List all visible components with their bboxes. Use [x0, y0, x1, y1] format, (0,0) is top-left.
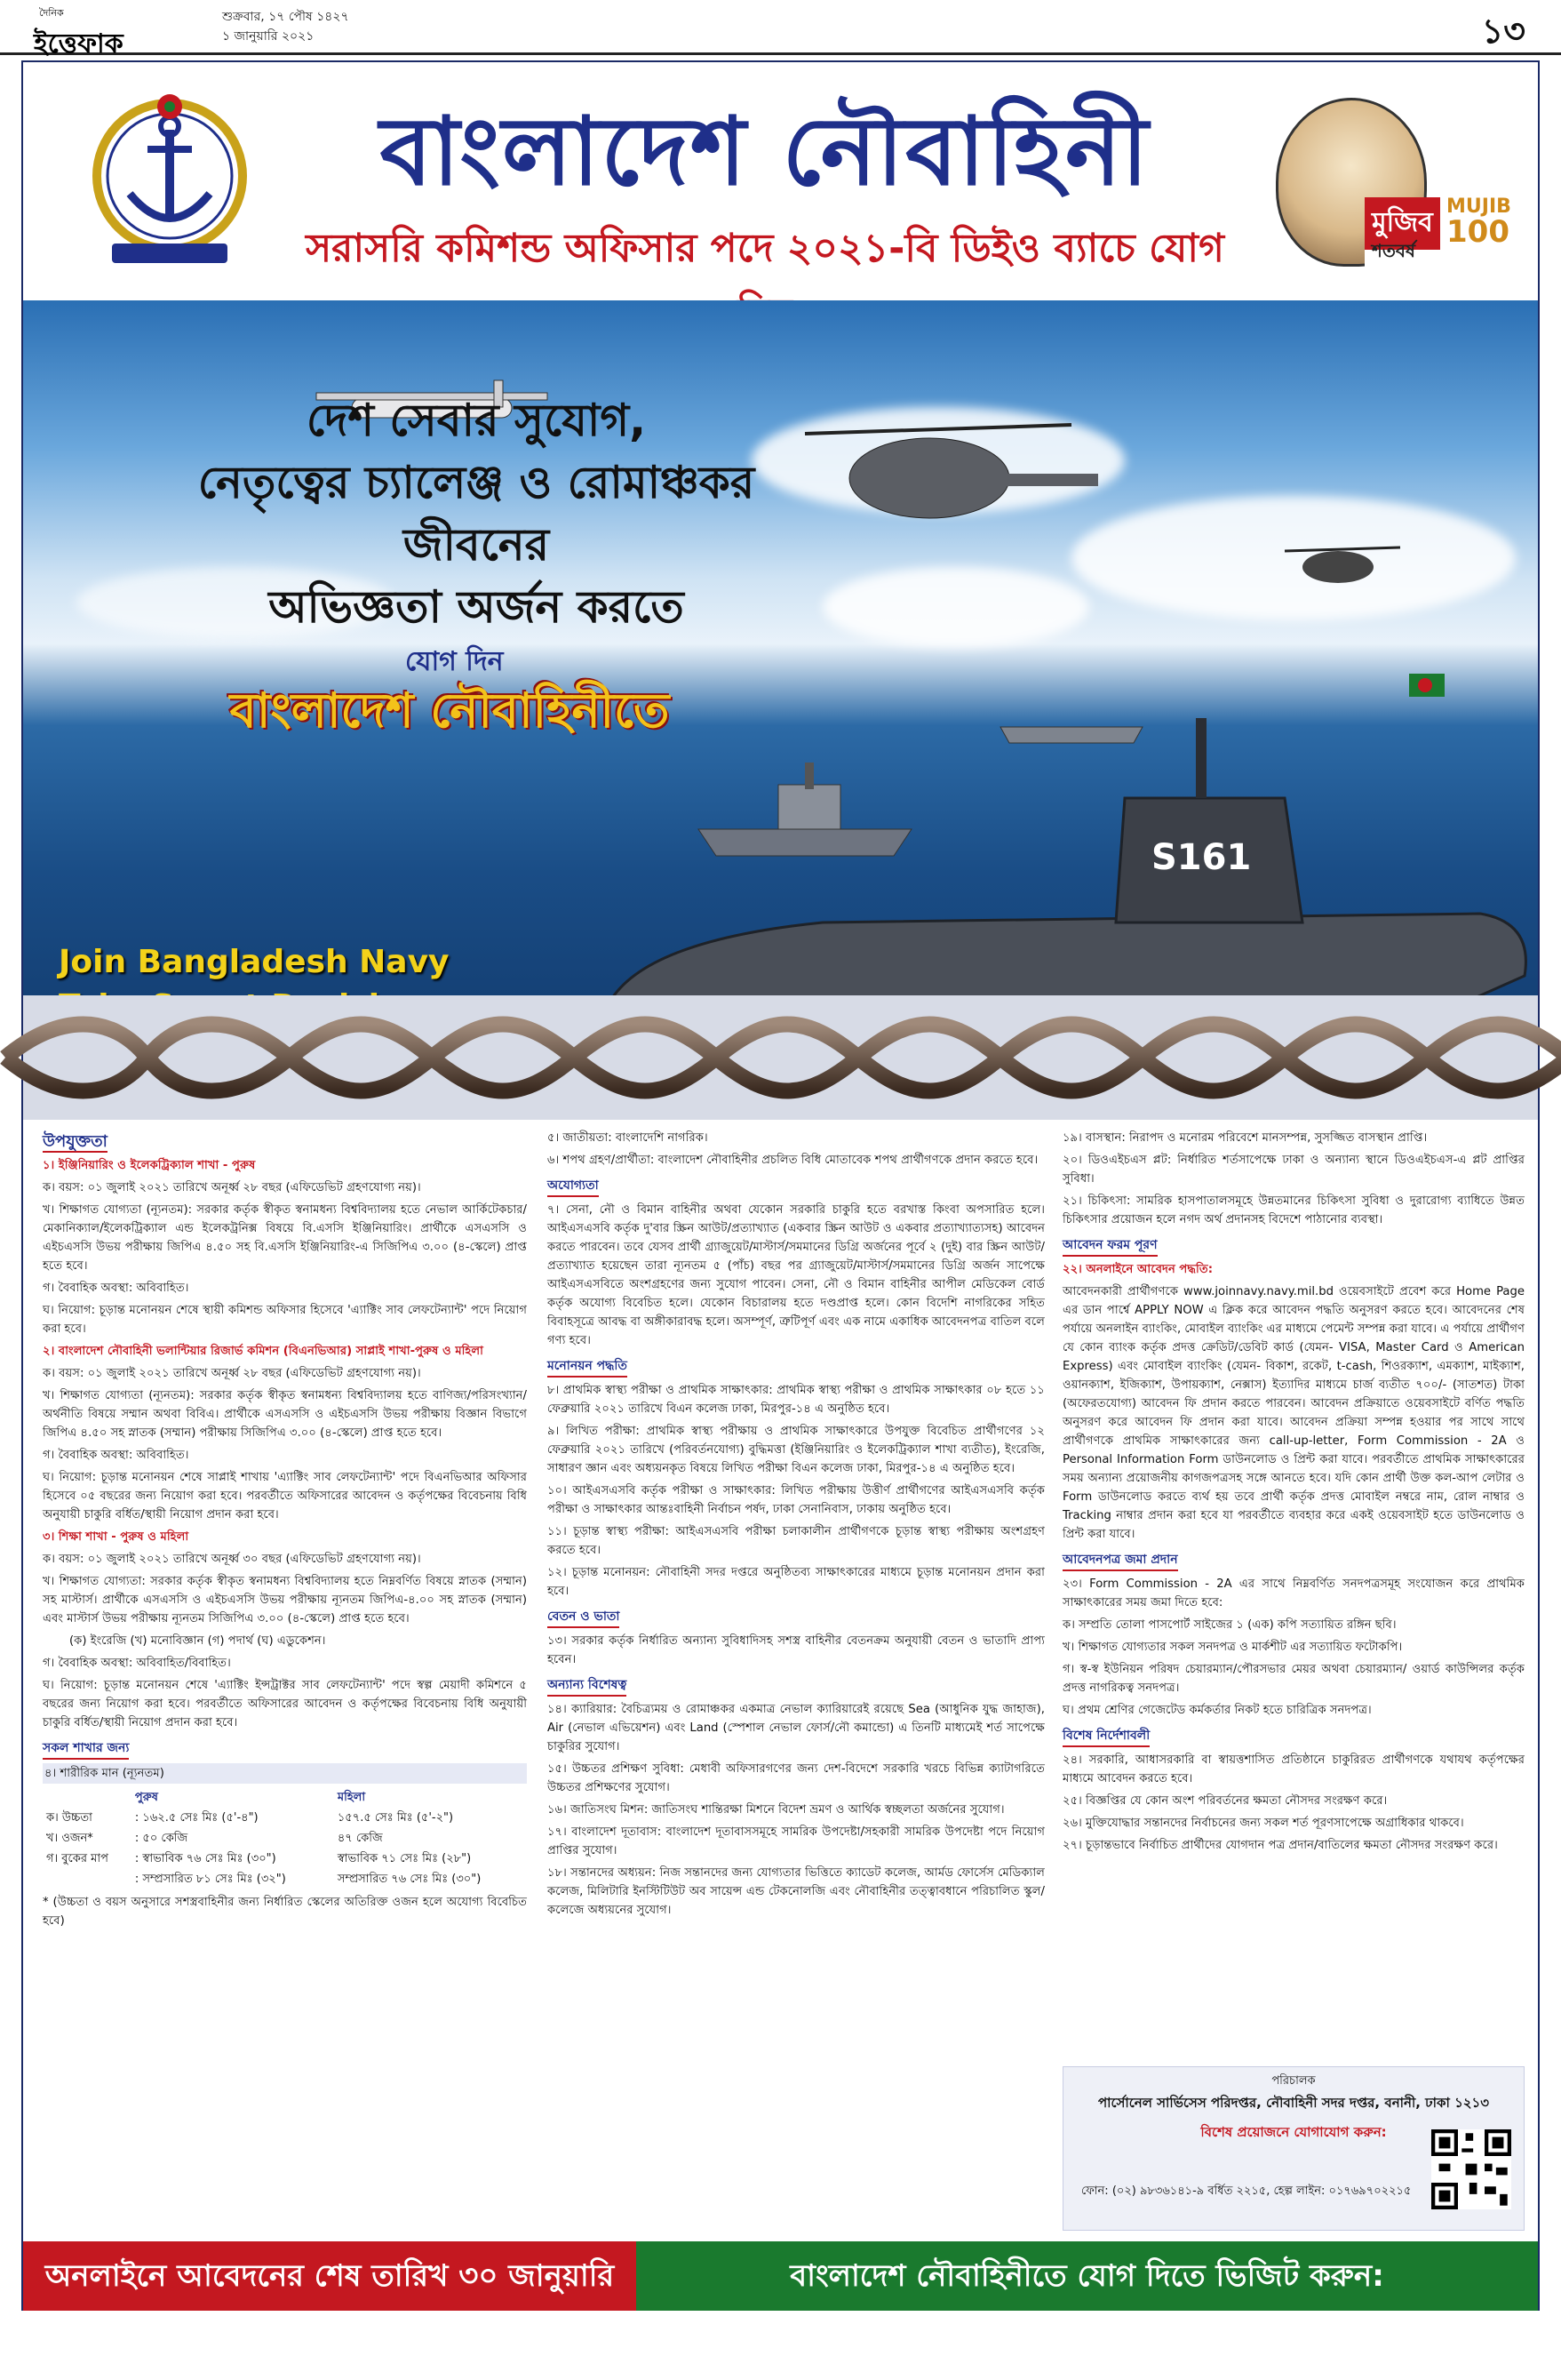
table-cell: : সম্প্রসারিত ৮১ সেঃ মিঃ (৩২")	[134, 1873, 286, 1886]
slogan-line-1: দেশ সেবার সুযোগ,	[306, 395, 647, 446]
table-cell: খ। ওজন*	[46, 1832, 93, 1845]
table-cell: : ১৬২.৫ সেঃ মিঃ (৫'-৪")	[134, 1811, 259, 1825]
section-special-instructions: বিশেষ নির্দেশাবলী	[1063, 1727, 1150, 1747]
director-title: পরিচালক	[1271, 2074, 1316, 2088]
text-paragraph: খ। শিক্ষাগত যোগ্যতার সকল সনদপত্র ও মার্কশীট এর সত্যায়িত ফটোকপি।	[1063, 1641, 1403, 1654]
text-paragraph: গ। স্ব-স্ব ইউনিয়ন পরিষদ চেয়ারম্যান/পৌরসভার মেয়র অথবা চেয়ারম্যান/ ওয়ার্ড কাউন্সিলর কর্তৃক প্রদত্ত নাগরিকত্ব সনদপত্র।	[1063, 1663, 1525, 1695]
newspaper-masthead	[0, 0, 1561, 60]
mujib-100-logo	[1365, 196, 1511, 268]
ship-icon	[1000, 727, 1143, 743]
text-paragraph: ৬। শপথ গ্রহণ/প্রার্থীতা: বাংলাদেশ নৌবাহিনীর প্রচলিত বিধি মোতাবেক শপথ প্রার্থীগণকে প্রদান করতে হবে।	[547, 1154, 1039, 1167]
newspaper-name: ইত্তেফাক	[34, 28, 123, 60]
table-cell: ১৫৭.৫ সেঃ মিঃ (৫'-২")	[337, 1811, 454, 1825]
text-paragraph: ৫। জাতীয়তা: বাংলাদেশি নাগরিক।	[547, 1131, 708, 1145]
navy-recruitment-ad	[21, 60, 1540, 2363]
issue-date-bn: শুক্রবার, ১৭ পৌষ ১৪২৭	[222, 10, 349, 24]
online-apply-heading: ২২। অনলাইনে আবেদন পদ্ধতি:	[1063, 1263, 1213, 1276]
qr-code-icon[interactable]	[1431, 2129, 1511, 2209]
navy-emblem-icon	[76, 87, 263, 274]
slogan-line-3: অভিজ্ঞতা অর্জন করতে	[268, 581, 684, 633]
ad-title: বাংলাদেশ নৌবাহিনী	[379, 95, 1151, 206]
table-cell: : স্বাভাবিক ৭৬ সেঃ মিঃ (৩০")	[134, 1852, 276, 1865]
contact-phone: ফোন: (০২) ৯৮৩৬১৪১-৯ বর্ধিত ২২১৫, হেল্প লাইন: ০১৭৬৯৭০২২১৫	[1081, 2184, 1412, 2198]
table-cell: ক। উচ্চতা	[46, 1811, 92, 1825]
table-cell: সম্প্রসারিত ৭৬ সেঃ মিঃ (৩০")	[337, 1873, 482, 1886]
text-paragraph: ১২। চূড়ান্ত মনোনয়ন: নৌবাহিনী সদর দপ্তরে অনুষ্ঠিতব্য সাক্ষাৎকারের মাধ্যমে চূড়ান্ত মনোনয়ন প্রদান করা হবে।	[547, 1566, 1045, 1598]
branch-engineering: ১। ইঞ্জিনিয়ারিং ও ইলেকট্রিক্যাল শাখা - পুরুষ	[43, 1159, 256, 1172]
text-paragraph: খ। শিক্ষাগত যোগ্যতা: সরকার কর্তৃক স্বীকৃত স্বনামধন্য বিশ্ববিদ্যালয় হতে নিম্নবর্ণিত বিষয়ে স্নাতক (সম্মান) সহ মাস্টার্স। প্রার্থীকে এসএসসি ও এইচএসসি উভয় পরীক্ষায় ন্যূনতম জিপিএ-৪.০০ সহ স্নাতক (সম্মান) এবং মাস্টার্স উভয় পরীক্ষায় ন্যূনতম সিজিপিএ ৩.০০ (৪-স্কেলে) প্রাপ্ত হতে হবে।	[43, 1575, 527, 1625]
text-paragraph: ২০। ডিওএইচএস প্লট: নির্ধারিত শর্তসাপেক্ষে ঢাকা ও অন্যান্য স্থানে ডিওএইচএস-এ প্লট প্রাপ্তির সুবিধা।	[1063, 1154, 1525, 1186]
newspaper-prefix: দৈনিক	[39, 7, 64, 19]
table-row	[43, 1828, 527, 1849]
table-cell: গ। বুকের মাপ	[46, 1852, 108, 1865]
helicopter-icon	[805, 425, 1098, 518]
text-paragraph: ২৩। Form Commission - 2A এর সাথে নিম্নবর্ণিত সনদপত্রসমূহ সংযোজন করে প্রাথমিক সাক্ষাৎকারের সময় জমা দিতে হবে:	[1063, 1577, 1525, 1609]
helicopter-small-icon	[1285, 547, 1400, 583]
section-submit: আবেদনপত্র জমা প্রদান	[1063, 1551, 1178, 1571]
text-paragraph: ১০। আইএসএসবি কর্তৃক পরীক্ষা ও সাক্ষাৎকার: লিখিত পরীক্ষায় উত্তীর্ণ প্রার্থীগণের আইএসএসবি কর্তৃক পরীক্ষা ও সাক্ষাৎকার আন্তঃবাহিনী নির্বাচন পর্ষদ, ঢাকা সেনানিবাস, ঢাকায় অনুষ্ঠিত হবে।	[547, 1484, 1045, 1516]
text-paragraph: ৮। প্রাথমিক স্বাস্থ্য পরীক্ষা ও প্রাথমিক সাক্ষাৎকার: প্রাথমিক স্বাস্থ্য পরীক্ষা ও প্রাথমিক সাক্ষাৎকার ০৮ হতে ১১ ফেব্রুয়ারি ২০২১ তারিখে বিএন কলেজ ঢাকা, মিরপুর-১৪ এ অনুষ্ঠিত হবে।	[547, 1384, 1045, 1416]
ad-subtitle: সরাসরি কমিশন্ড অফিসার পদে ২০২১-বি ডিইও ব্যাচে যোগ	[306, 226, 1224, 271]
text-paragraph: ক। বয়স: ০১ জুলাই ২০২১ তারিখে অনূর্ধ্ব ২৮ বছর (এফিডেভিট গ্রহণযোগ্য নয়)।	[43, 1181, 421, 1194]
table-header: পুরুষ	[134, 1791, 158, 1804]
director-contact-box	[1063, 2066, 1525, 2231]
text-paragraph: ৭। সেনা, নৌ ও বিমান বাহিনীর অথবা যেকোন সরকারি চাকুরি হতে বরখাস্ত কিংবা অপসারিত হলে। আইএসএসবি কর্তৃক দু'বার স্ক্রিন আউট/প্রত্যাখ্যাত (একবার স্ক্রিন আউট ও একবার প্রত্যাখ্যাত্যসহ) আবেদন করতে পারবেন। তবে যেসব প্রার্থী গ্র্যাজুয়েট/মাস্টার্স/সমমানের ডিগ্রি অর্জনের পূর্বে ২ (দুই) বার স্ক্রিন আউট/প্রত্যাখ্যাত হয়েছেন তারা ন্যূনতম ৫ (পাঁচ) বছর পর গ্র্যাজুয়েট/মাস্টার্স/সমমানের ডিগ্রি অর্জন সাপেক্ষে আইএসএসবিতে অংশগ্রহণের জন্য সুযোগ পাবেন। সেনা, নৌ ও বিমান বাহিনীর আপীল মেডিকেল বোর্ড কর্তৃক অযোগ্য বিবেচিত হলে। যেকোন বিচারালয় হতে দণ্ডপ্রাপ্ত হলে। কোন বিদেশি নাগরিকের সহিত বিবাহসূত্রে আবদ্ধ বা অঙ্গীকারাবদ্ধ হলে। অসম্পূর্ণ, ত্রুটিপূর্ণ এবং এক নামে একাধিক আবেদনপত্র বাতিল বলে গণ্য হবে।	[547, 1203, 1045, 1347]
table-cell	[43, 1869, 131, 1889]
text-paragraph: খ। শিক্ষাগত যোগ্যতা (ন্যূনতম): সরকার কর্তৃক স্বীকৃত স্বনামধন্য বিশ্ববিদ্যালয় হতে বাণিজ্য/পরিসংখ্যান/অর্থনীতি বিষয়ে সম্মান অথবা বিবিএ। প্রার্থীকে এসএসসি ও এইচএসসি উভয় পরীক্ষায় বিজ্ঞান বিভাগে জিপিএ ৪.৫০ সহ স্নাতক (সম্মান) পরীক্ষায় সিজিপিএ ৩.০০ (৪-স্কেলে) প্রাপ্ত হতে হবে।	[43, 1389, 527, 1440]
text-paragraph: আবেদনকারী প্রার্থীগণকে www.joinnavy.navy.mil.bd ওয়েবসাইটে প্রবেশ করে Home Page এর ডান পার্শ্বে APPLY NOW এ ক্লিক করে আবেদন পদ্ধতি অনুসরণ করতে হবে। আবেদনের শেষ পর্যায়ে অনলাইন ব্যাংকিং, মোবাইল ব্যাংকিং এর মাধ্যমে পেমেন্ট সম্পন্ন করা যাবে। এ পর্যায়ে প্রার্থীগণ যে কোন ব্যাংক কর্তৃক প্রদত্ত ক্রেডিট/ডেবিট কার্ড (যেমন- VISA, Master Card ও American Express) এবং মোবাইল ব্যাংকিং (যেমন- বিকাশ, রকেট, t-cash, শিওরক্যাশ, এমক্যাশ, মাইক্যাশ, ওয়ানক্যাশ, ইজিক্যাশ, উপায়ক্যাশ, নেক্সাস) ইত্যাদির মাধ্যমে চার্জ ব্যতীত ৭০০/- (সাতশত) টাকা (অফেরতযোগ্য) আবেদন ফি প্রদান করতে পারবেন। আবেদন প্রক্রিয়াতে ওয়েবসাইটে বর্ণিত পদ্ধতি অনুসরণ করে আবেদন ফি প্রদান করা যাবে। আবেদন প্রক্রিয়া সম্পন্ন হওয়ার পর সাথে সাথে প্রার্থীগণকে প্রাথমিক সাক্ষাৎকারের জন্য call-up-letter, Form Commission - 2A ও Personal Information Form ডাউনলোড ও প্রিন্ট করা যাবে। পরবর্তীতে প্রাথমিক সাক্ষাৎকারের সময় অন্যান্য প্রয়োজনীয় কাগজপত্রসহ সঙ্গে আনতে হবে। যদি কোন প্রার্থী উক্ত কল-আপ লেটার ও Form ডাউনলোড করতে ব্যর্থ হয় তবে প্রার্থী কর্তৃক প্রদত্ত মোবাইল নম্বরে নাম, রোল নাম্বার ও Tracking নাম্বার প্রদান করা হবে যা পরবর্তীতে ব্যবহার করে একই ওয়েবসাইট হতে ডাউনলোড ও প্রিন্ট করা যাবে।	[1063, 1285, 1525, 1541]
section-other-features: অন্যান্য বিশেষত্ব	[547, 1676, 626, 1697]
physical-standards-table	[43, 1787, 527, 1889]
text-paragraph: গ। বৈবাহিক অবস্থা: অবিবাহিত।	[43, 1282, 189, 1295]
text-paragraph: ১৯। বাসস্থান: নিরাপদ ও মনোরম পরিবেশে মানসম্পন্ন, সুসজ্জিত বাসস্থান প্রাপ্তি।	[1063, 1131, 1428, 1145]
issue-date-en: ১ জানুয়ারি ২০২১	[222, 29, 315, 44]
hero-slogan	[130, 389, 823, 638]
text-paragraph: ২৪। সরকারি, আধাসরকারি বা স্বায়ত্তশাসিত প্রতিষ্ঠানে চাকুরিরত প্রার্থীগণকে যথাযথ কর্তৃপক্ষের মাধ্যমে আবেদন করতে হবে।	[1063, 1753, 1525, 1785]
text-paragraph: ঘ। নিয়োগ: চূড়ান্ত মনোনয়ন শেষে স্থায়ী কমিশন্ড অফিসার হিসেবে 'এ্যাক্টিং সাব লেফটেন্যান্ট' পদে নিয়োগ করা হবে।	[43, 1304, 527, 1336]
column-3	[1063, 1129, 1525, 1858]
text-paragraph: (ক) ইংরেজি (খ) মনোবিজ্ঞান (গ) পদার্থ (ঘ) এডুকেশন।	[69, 1634, 326, 1648]
submarine-number: S161	[1151, 837, 1252, 878]
text-paragraph: ১৫। উচ্চতর প্রশিক্ষণ সুবিধা: মেধাবী অফিসারগণের জন্য দেশ-বিদেশে সরকারি খরচে বিভিন্ন ক্যাটাগরিতে উচ্চতর প্রশিক্ষণের সুযোগ।	[547, 1762, 1045, 1794]
text-paragraph: ২৬। মুক্তিযোদ্ধার সন্তানদের নির্বাচনের জন্য সকল শর্ত পূরণসাপেক্ষে অগ্রাধিকার থাকবে।	[1063, 1817, 1464, 1830]
text-paragraph: ক। বয়স: ০১ জুলাই ২০২১ তারিখে অনূর্ধ্ব ২৮ বছর (এফিডেভিট গ্রহণযোগ্য নয়)।	[43, 1367, 421, 1380]
text-paragraph: ২৫। বিজ্ঞপ্তির যে কোন অংশ পরিবর্তনের ক্ষমতা নৌসদর সংরক্ষণ করে।	[1063, 1794, 1388, 1808]
page-number: ১৩	[1481, 11, 1525, 51]
text-paragraph: ঘ। নিয়োগ: চূড়ান্ত মনোনয়ন শেষে 'এ্যাক্টিং ইন্সট্রাক্টর সাব লেফটেন্যান্ট' পদে স্বল্প মেয়াদী কমিশনে ৫ বছরের জন্য নিয়োগ করা হবে। পরবর্তীতে অফিসারের আবেদন ও কর্তৃপক্ষের বিবেচনায় বিধি অনুযায়ী চাকুরি বর্ধিত/স্থায়ী নিয়োগ প্রদান করা হবে।	[43, 1679, 527, 1729]
table-cell: স্বাভাবিক ৭১ সেঃ মিঃ (২৮")	[337, 1852, 472, 1865]
text-paragraph: ঘ। প্রথম শ্রেণির গেজেটেড কর্মকর্তার নিকট হতে চারিত্রিক সনদপত্র।	[1063, 1704, 1372, 1717]
text-paragraph: গ। বৈবাহিক অবস্থা: অবিবাহিত।	[43, 1449, 189, 1462]
section-ineligibility: অযোগ্যতা	[547, 1177, 599, 1197]
text-paragraph: ১৪। ক্যারিয়ার: বৈচিত্র্যময় ও রোমাঞ্চকর একমাত্র নেভাল ক্যারিয়ারেই রয়েছে Sea (আধুনিক যুদ্ধ জাহাজ), Air (নেভাল এভিয়েশন) এবং Land (স্পেশাল নেভাল ফোর্স/নৌ কমান্ডো) এ তিনটি মাধ্যমেই শর্ত সাপেক্ষে চাকুরির সুযোগ।	[547, 1703, 1045, 1753]
text-paragraph: ৯। লিখিত পরীক্ষা: প্রাথমিক স্বাস্থ্য পরীক্ষায় ও প্রাথমিক সাক্ষাৎকারে উপযুক্ত বিবেচিত প্রার্থীগণের ১২ ফেব্রুয়ারি ২০২১ তারিখে (পরিবর্তনযোগ্য) বুদ্ধিমত্তা (ইঞ্জিনিয়ারিং ও ইলেকট্রিক্যাল শাখা ব্যতীত), ইংরেজি, সাধারণ জ্ঞান এবং অধ্যয়নকৃত বিষয়ে লিখিত পরীক্ষা বিএন কলেজ ঢাকা, মিরপুর-১৪ এ অনুষ্ঠিত হবে।	[547, 1425, 1045, 1475]
table-row	[43, 1849, 527, 1869]
text-paragraph: ক। বয়স: ০১ জুলাই ২০২১ তারিখে অনূর্ধ্ব ৩০ বছর (এফিডেভিট গ্রহণযোগ্য নয়)।	[43, 1553, 421, 1566]
ad-footer	[23, 2241, 1538, 2363]
column-1	[43, 1129, 527, 1934]
text-paragraph: ক। সম্প্রতি তোলা পাসপোর্ট সাইজের ১ (এক) কপি সত্যায়িত রঙ্গিন ছবি।	[1063, 1618, 1397, 1632]
join-label-small: যোগ দিন	[405, 646, 504, 677]
ad-header	[23, 62, 1538, 300]
director-org: পার্সোনেল সার্ভিসেস পরিদপ্তর, নৌবাহিনী সদর দপ্তর, বনানী, ঢাকা ১২১৩	[1097, 2095, 1490, 2111]
issue-date	[222, 7, 349, 46]
mujib-badge-sub: শতবর্ষ	[1372, 240, 1415, 261]
frigate-icon	[698, 763, 912, 856]
ad-body-text	[23, 1120, 1538, 2241]
text-paragraph: ১৮। সন্তানদের অধ্যয়ন: নিজ সন্তানদের জন্য যোগ্যতার ভিত্তিতে ক্যাডেট কলেজ, আর্মড ফোর্সেস মেডিক্যাল কলেজ, মিলিটারি ইনস্টিটিউট অব সায়েন্স এন্ড টেকনোলজি এবং নৌবাহিনীর তত্ত্বাবধানে পরিচালিত স্কুল/কলেজে অধ্যয়নের সুযোগ।	[547, 1866, 1045, 1917]
contact-label: বিশেষ প্রয়োজনে যোগাযোগ করুন:	[1200, 2124, 1387, 2140]
text-paragraph: ২৭। চূড়ান্তভাবে নির্বাচিত প্রার্থীদের যোগদান পত্র প্রদান/বাতিলের ক্ষমতা নৌসদর সংরক্ষণ করে।	[1063, 1839, 1498, 1852]
english-tagline-1: Join Bangladesh Navy	[59, 944, 450, 980]
text-paragraph: ১৬। জাতিসংঘ মিশন: জাতিসংঘ শান্তিরক্ষা মিশনে বিদেশ ভ্রমণ ও আর্থিক স্বচ্ছলতা অর্জনের সুযোগ।	[547, 1803, 1005, 1817]
website-banner[interactable]: বাংলাদেশ নৌবাহিনীতে যোগ দিতে ভিজিট করুন: www.joinnavy.navy.mil.bd	[636, 2241, 1538, 2311]
deadline-banner: অনলাইনে আবেদনের শেষ তারিখ ৩০ জানুয়ারি ২০২১	[23, 2241, 636, 2311]
table-header	[43, 1787, 131, 1808]
section-selection: মনোনয়ন পদ্ধতি	[547, 1357, 627, 1378]
section-salary: বেতন ও ভাতা	[547, 1608, 619, 1628]
join-label-big: বাংলাদেশ নৌবাহিনীতে	[229, 683, 670, 739]
mujib-centenary-badge	[1258, 98, 1516, 276]
text-paragraph: ঘ। নিয়োগ: চূড়ান্ত মনোনয়ন শেষে সাপ্লাই শাখায় 'এ্যাক্টিং সাব লেফটেন্যান্ট' পদে বিএনভিআর অফিসার হিসেবে ০৫ বছরের জন্য নিয়োগ করা হবে। পরবর্তীতে অফিসারের আবেদন ও কর্তৃপক্ষের বিবেচনায় বিধি অনুযায়ী চাকুরি বর্ধিত/স্থায়ী নিয়োগ প্রদান করা হবে।	[43, 1471, 527, 1521]
anchor-chain-divider	[23, 995, 1538, 1120]
table-header: মহিলা	[337, 1791, 366, 1804]
column-2	[547, 1129, 1045, 1923]
branch-supply: ২। বাংলাদেশ নৌবাহিনী ভলান্টিয়ার রিজার্ভ কমিশন (বিএনভিআর) সাপ্লাই শাখা-পুরুষ ও মহিলা	[43, 1345, 484, 1358]
section-apply: আবেদন ফরম পূরণ	[1063, 1236, 1158, 1257]
table-row	[43, 1808, 527, 1828]
text-paragraph: ১৭। বাংলাদেশ দূতাবাস: বাংলাদেশ দূতাবাসসমূহে সামরিক উপদেষ্টা/সহকারী সামরিক উপদেষ্টা পদে নিয়োগ প্রাপ্তির সুযোগ।	[547, 1825, 1045, 1857]
section-all-branches: সকল শাখার জন্য	[43, 1739, 129, 1760]
text-paragraph: ২১। চিকিৎসা: সামরিক হাসপাতালসমূহে উন্নতমানের চিকিৎসা সুবিধা ও দুরারোগ্য ব্যাধিতে উন্নত চিকিৎসার প্রয়োজন হলে নগদ অর্থ প্রদানসহ বিদেশে পাঠানোর ব্যবস্থা।	[1063, 1194, 1525, 1226]
mujib-badge-en: MUJIB 100	[1446, 196, 1511, 250]
table-cell: ৪৭ কেজি	[337, 1832, 383, 1845]
mujib-badge-bn: মুজিব	[1365, 197, 1440, 250]
newspaper-logo	[34, 5, 123, 68]
physical-standards-heading: ৪। শারীরিক মান (ন্যূনতম)	[43, 1763, 527, 1784]
section-eligibility: উপযুক্ততা	[43, 1132, 108, 1151]
table-cell: : ৫০ কেজি	[134, 1832, 188, 1845]
physical-standards-note: * (উচ্চতা ও বয়স অনুসারে সশস্ত্রবাহিনীর জন্য নির্ধারিত স্কেলের অতিরিক্ত ওজন হলে অযোগ্য বিবেচিত হবে)	[43, 1896, 527, 1928]
text-paragraph: ১৩। সরকার কর্তৃক নির্ধারিত অন্যান্য সুবিধাদিসহ সশস্ত্র বাহিনীর বেতনক্রম অনুযায়ী বেতন ও ভাতাদি প্রাপ্য হবেন।	[547, 1634, 1045, 1666]
text-paragraph: ১১। চূড়ান্ত স্বাস্থ্য পরীক্ষা: আইএসএসবি পরীক্ষা চলাকালীন প্রার্থীগণকে চূড়ান্ত স্বাস্থ্য পরীক্ষায় অংশগ্রহণ করতে হবে।	[547, 1525, 1045, 1557]
text-paragraph: খ। শিক্ষাগত যোগ্যতা (ন্যূনতম): সরকার কর্তৃক স্বীকৃত স্বনামধন্য বিশ্ববিদ্যালয় হতে নেভাল আর্কিটেকচার/মেকানিক্যাল/ইলেকট্রিক্যাল এন্ড ইলেকট্রনিক্স বিষয়ে বি.এসসি ইঞ্জিনিয়ারিং। প্রার্থীকে এসএসসি ও এইচএসসি উভয় পরীক্ষায় জিপিএ ৪.৫০ সহ বি.এসসি ইঞ্জিনিয়ারিং-এ সিজিপিএ ৩.০০ (৪-স্কেলে) প্রাপ্ত হতে হবে।	[43, 1203, 527, 1273]
slogan-line-2: নেতৃত্বের চ্যালেঞ্জ ও রোমাঞ্চকর জীবনের	[197, 457, 755, 571]
branch-education: ৩। শিক্ষা শাখা - পুরুষ ও মহিলা	[43, 1530, 189, 1544]
table-row	[43, 1869, 527, 1889]
text-paragraph: গ। বৈবাহিক অবস্থা: অবিবাহিত/বিবাহিত।	[43, 1657, 231, 1670]
